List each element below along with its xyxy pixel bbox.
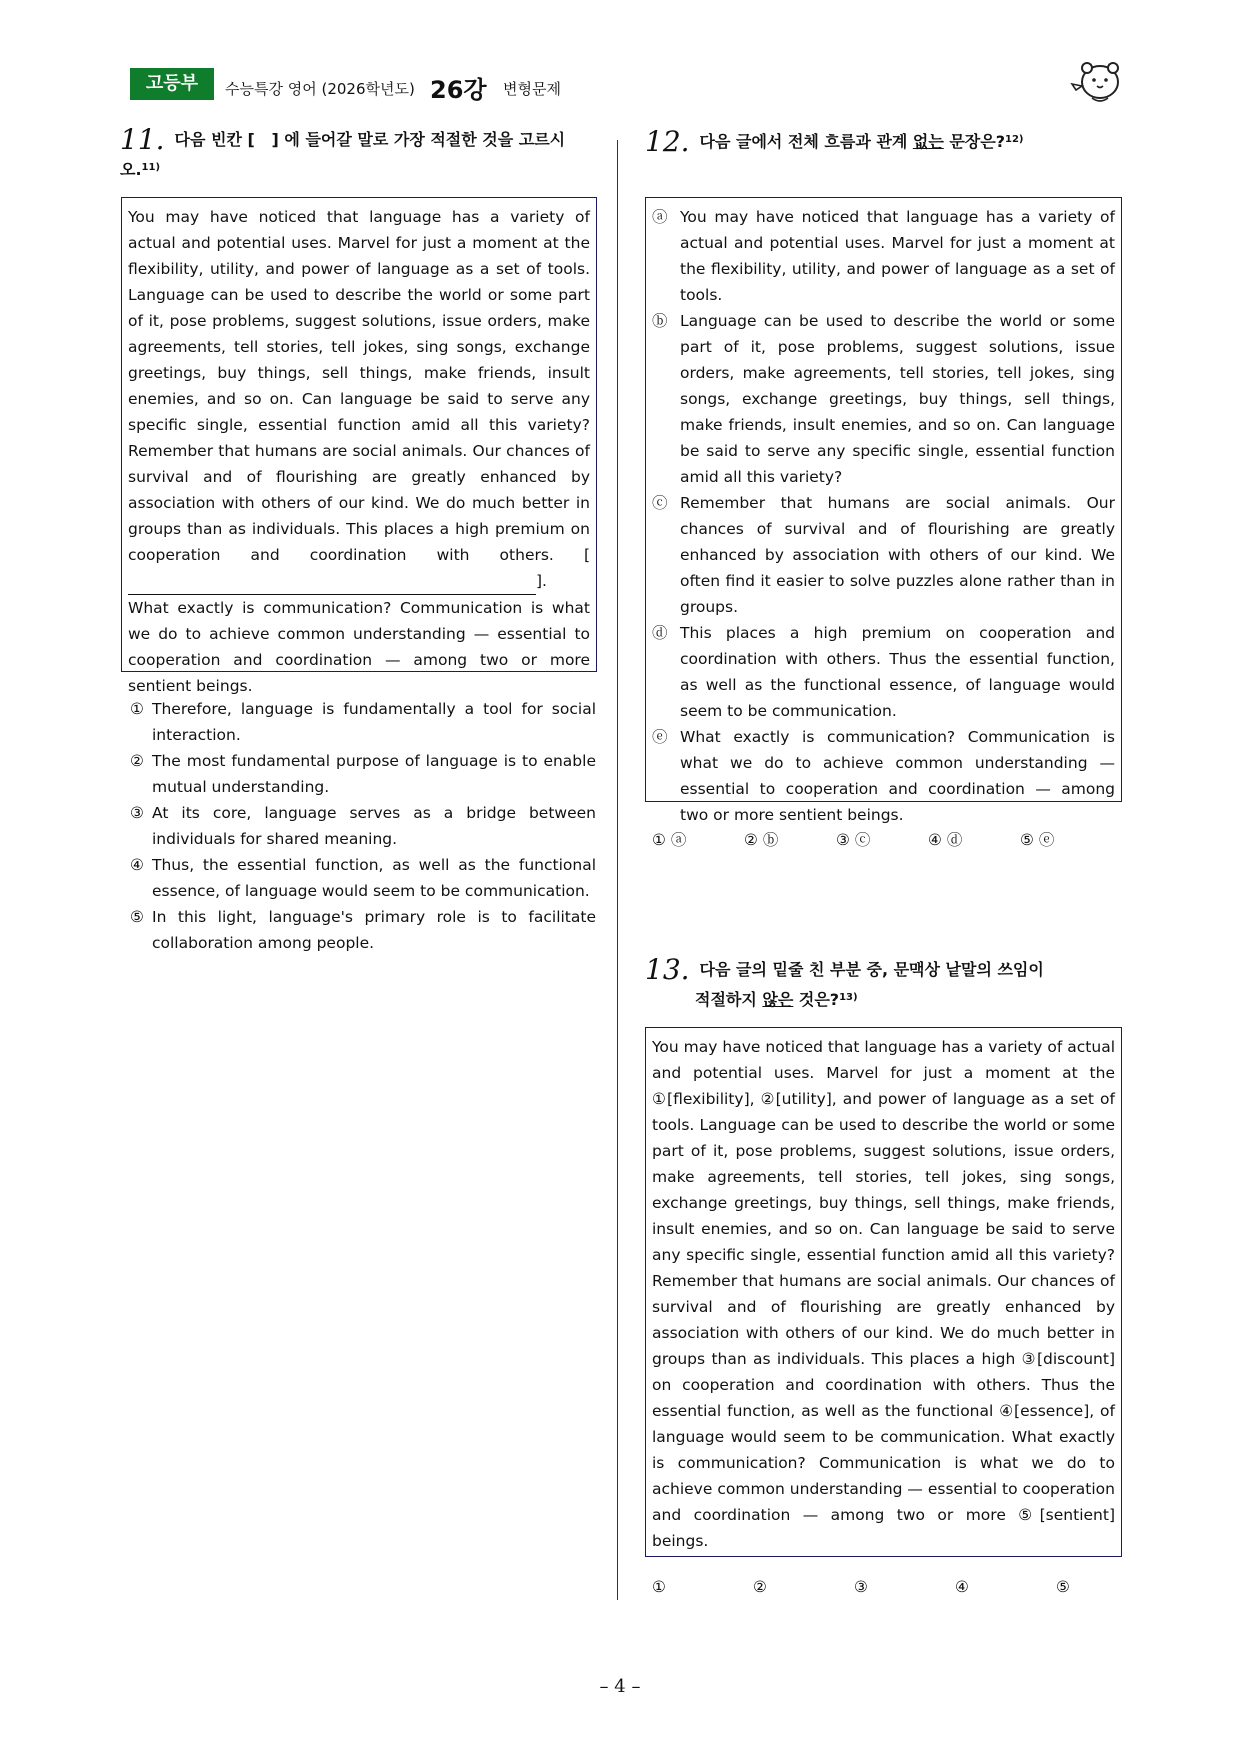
q13-passage: You may have noticed that language has a variety of actual and potential uses. Marvel for just a moment at the ①[flexibility], ②[utility], and power of language as a set of tools. Language can be used to describe the world or some part of it, pose problems, suggest solutions, issue orders, make agreements, tell stories, tell jokes, sing songs, exchange greetings, buy things, sell things, make friends, insult enemies, and so on. Can language be said to serve any specific single, essential function amid all this variety? Remember that humans are social animals. Our chances of survival and of flourishing are greatly enhanced by association with others of our kind. We do much better in groups than as individuals. This places a high ③[discount] on cooperation and coordination with others. Thus the essential function, as well as the functional ④[essence], of language would seem to be communication. What exactly is communication? Communication is what we do to achieve common understanding — essential to cooperation and coordination — among two or more ⑤[sentient] beings. bbox=[652, 1038, 1115, 1550]
choice-number: ① bbox=[130, 700, 144, 718]
choice-item[interactable] bbox=[130, 696, 596, 748]
sentence-label: ⓔ bbox=[652, 728, 668, 746]
q13-header bbox=[645, 953, 1125, 1014]
q11-prompt-a: 다음 빈칸 [ bbox=[174, 130, 255, 149]
header-type: 변형문제 bbox=[503, 80, 561, 98]
q13-answers bbox=[652, 1578, 1112, 1604]
q11-header bbox=[120, 123, 600, 184]
q11-blank[interactable] bbox=[128, 568, 536, 595]
page-header bbox=[130, 68, 1130, 108]
q11-passage-a: You may have noticed that language has a variety of actual and potential uses. Marvel for just a moment at the flexibility, utility, and power of language as a set of tools. Language can be used to describe the world or some part of it, pose problems, suggest solutions, issue orders, make agreements, tell stories, tell jokes, sing songs, exchange greetings, buy things, sell things, make friends, insult enemies, and so on. Can language be said to serve any specific single, essential function amid all this variety? Remember that humans are social animals. Our chances of survival and of flourishing are greatly enhanced by association with others of our kind. We do much better in groups than as individuals. This places a high premium on cooperation and coordination with others. [ bbox=[128, 208, 590, 564]
answer-option[interactable]: ② ⓑ bbox=[744, 831, 779, 849]
answer-option[interactable]: ④ bbox=[955, 1578, 969, 1596]
q13-prompt-underlined: 않은 bbox=[762, 990, 794, 1009]
q13-passage-box bbox=[645, 1027, 1122, 1557]
choice-text: At its core, language serves as a bridge between individuals for shared meaning. bbox=[152, 804, 596, 848]
choice-text: Therefore, language is fundamentally a tool for social interaction. bbox=[152, 700, 596, 744]
sentence-text: Remember that humans are social animals. Our chances of survival and of flourishing are greatly enhanced by association with others of our kind. We often find it easier to solve puzzles alone rather than in groups. bbox=[680, 494, 1115, 616]
q11-number: 11. bbox=[120, 123, 165, 156]
answer-option[interactable]: ① ⓐ bbox=[652, 831, 687, 849]
q12-number: 12. bbox=[645, 125, 690, 158]
q11-passage-box bbox=[121, 197, 597, 695]
q13-footnote: 13) bbox=[839, 992, 858, 1003]
answer-option[interactable]: ③ ⓒ bbox=[836, 831, 871, 849]
sentence-label: ⓓ bbox=[652, 624, 668, 642]
sentence-text: Language can be used to describe the world or some part of it, pose problems, suggest solutions, issue orders, make agreements, tell stories, tell jokes, sing songs, exchange greetings, buy things, sell things, make friends, insult enemies, and so on. Can language be said to serve any specific single, essential function amid all this variety? bbox=[680, 312, 1115, 486]
choice-text: In this light, language's primary role is to facilitate collaboration among people. bbox=[152, 908, 596, 952]
choice-item[interactable] bbox=[130, 748, 596, 800]
q11-prompt-b: ] 에 들어갈 말로 가장 적절한 것을 고르시오. bbox=[120, 130, 566, 179]
q12-sentence bbox=[652, 620, 1115, 724]
choice-number: ④ bbox=[130, 856, 144, 874]
level-badge: 고등부 bbox=[130, 68, 214, 100]
sentence-text: You may have noticed that language has a variety of actual and potential uses. Marvel for just a moment at the flexibility, utility, and power of language as a set of tools. bbox=[680, 208, 1115, 304]
choice-number: ⑤ bbox=[130, 908, 144, 926]
q12-footnote: 12) bbox=[1005, 134, 1024, 145]
answer-option[interactable]: ⑤ bbox=[1056, 1578, 1070, 1596]
choice-number: ③ bbox=[130, 804, 144, 822]
q12-prompt-b: 문장은? bbox=[943, 132, 1006, 151]
q12-answers bbox=[652, 828, 1112, 854]
choice-text: The most fundamental purpose of language is to enable mutual understanding. bbox=[152, 752, 596, 796]
q11-choices bbox=[130, 696, 596, 956]
q13-prompt-a: 다음 글의 밑줄 친 부분 중, 문맥상 낱말의 쓰임이 bbox=[699, 960, 1044, 979]
q13-prompt-b: 적절하지 bbox=[695, 990, 763, 1009]
q13-number: 13. bbox=[645, 953, 690, 986]
sentence-label: ⓐ bbox=[652, 208, 668, 226]
answer-option[interactable]: ② bbox=[753, 1578, 767, 1596]
sentence-label: ⓑ bbox=[652, 312, 668, 330]
answer-option[interactable]: ① bbox=[652, 1578, 666, 1596]
choice-item[interactable] bbox=[130, 852, 596, 904]
answer-option[interactable]: ④ ⓓ bbox=[928, 831, 963, 849]
column-divider bbox=[617, 140, 618, 1600]
page-number: – 4 – bbox=[599, 1676, 641, 1697]
q11-passage-b: ]. What exactly is communication? Communication is what we do to achieve common understanding — essential to cooperation and coordination — among two or more sentient beings. bbox=[128, 572, 590, 695]
q13-prompt-c: 것은? bbox=[793, 990, 840, 1009]
q11-passage bbox=[128, 204, 590, 699]
q13-prompt-line2 bbox=[645, 984, 858, 1014]
q12-sentence bbox=[652, 308, 1115, 490]
bear-mascot-icon bbox=[1070, 56, 1126, 106]
q12-prompt-a: 다음 글에서 전체 흐름과 관계 bbox=[699, 132, 913, 151]
q12-passage-box bbox=[645, 197, 1122, 824]
sentence-text: This places a high premium on cooperation and coordination with others. Thus the essential function, as well as the functional essence, of language would seem to be communication. bbox=[680, 624, 1115, 720]
choice-text: Thus, the essential function, as well as the functional essence, of language would seem to be communication. bbox=[152, 856, 596, 900]
sentence-text: What exactly is communication? Communication is what we do to achieve common understanding — essential to cooperation and coordination — among two or more sentient beings. bbox=[680, 728, 1115, 824]
q12-header bbox=[645, 126, 1125, 156]
choice-item[interactable] bbox=[130, 904, 596, 956]
q12-sentence bbox=[652, 204, 1115, 308]
sentence-label: ⓒ bbox=[652, 494, 668, 512]
choice-number: ② bbox=[130, 752, 144, 770]
header-subtitle: 수능특강 영어 (2026학년도) bbox=[225, 80, 415, 98]
q12-sentence bbox=[652, 490, 1115, 620]
lesson-number: 26강 bbox=[430, 76, 487, 104]
answer-option[interactable]: ⑤ ⓔ bbox=[1020, 831, 1055, 849]
q12-prompt-underlined: 없는 bbox=[912, 132, 944, 151]
answer-option[interactable]: ③ bbox=[854, 1578, 868, 1596]
choice-item[interactable] bbox=[130, 800, 596, 852]
q11-footnote: 11) bbox=[141, 162, 161, 173]
q12-sentence bbox=[652, 724, 1115, 828]
